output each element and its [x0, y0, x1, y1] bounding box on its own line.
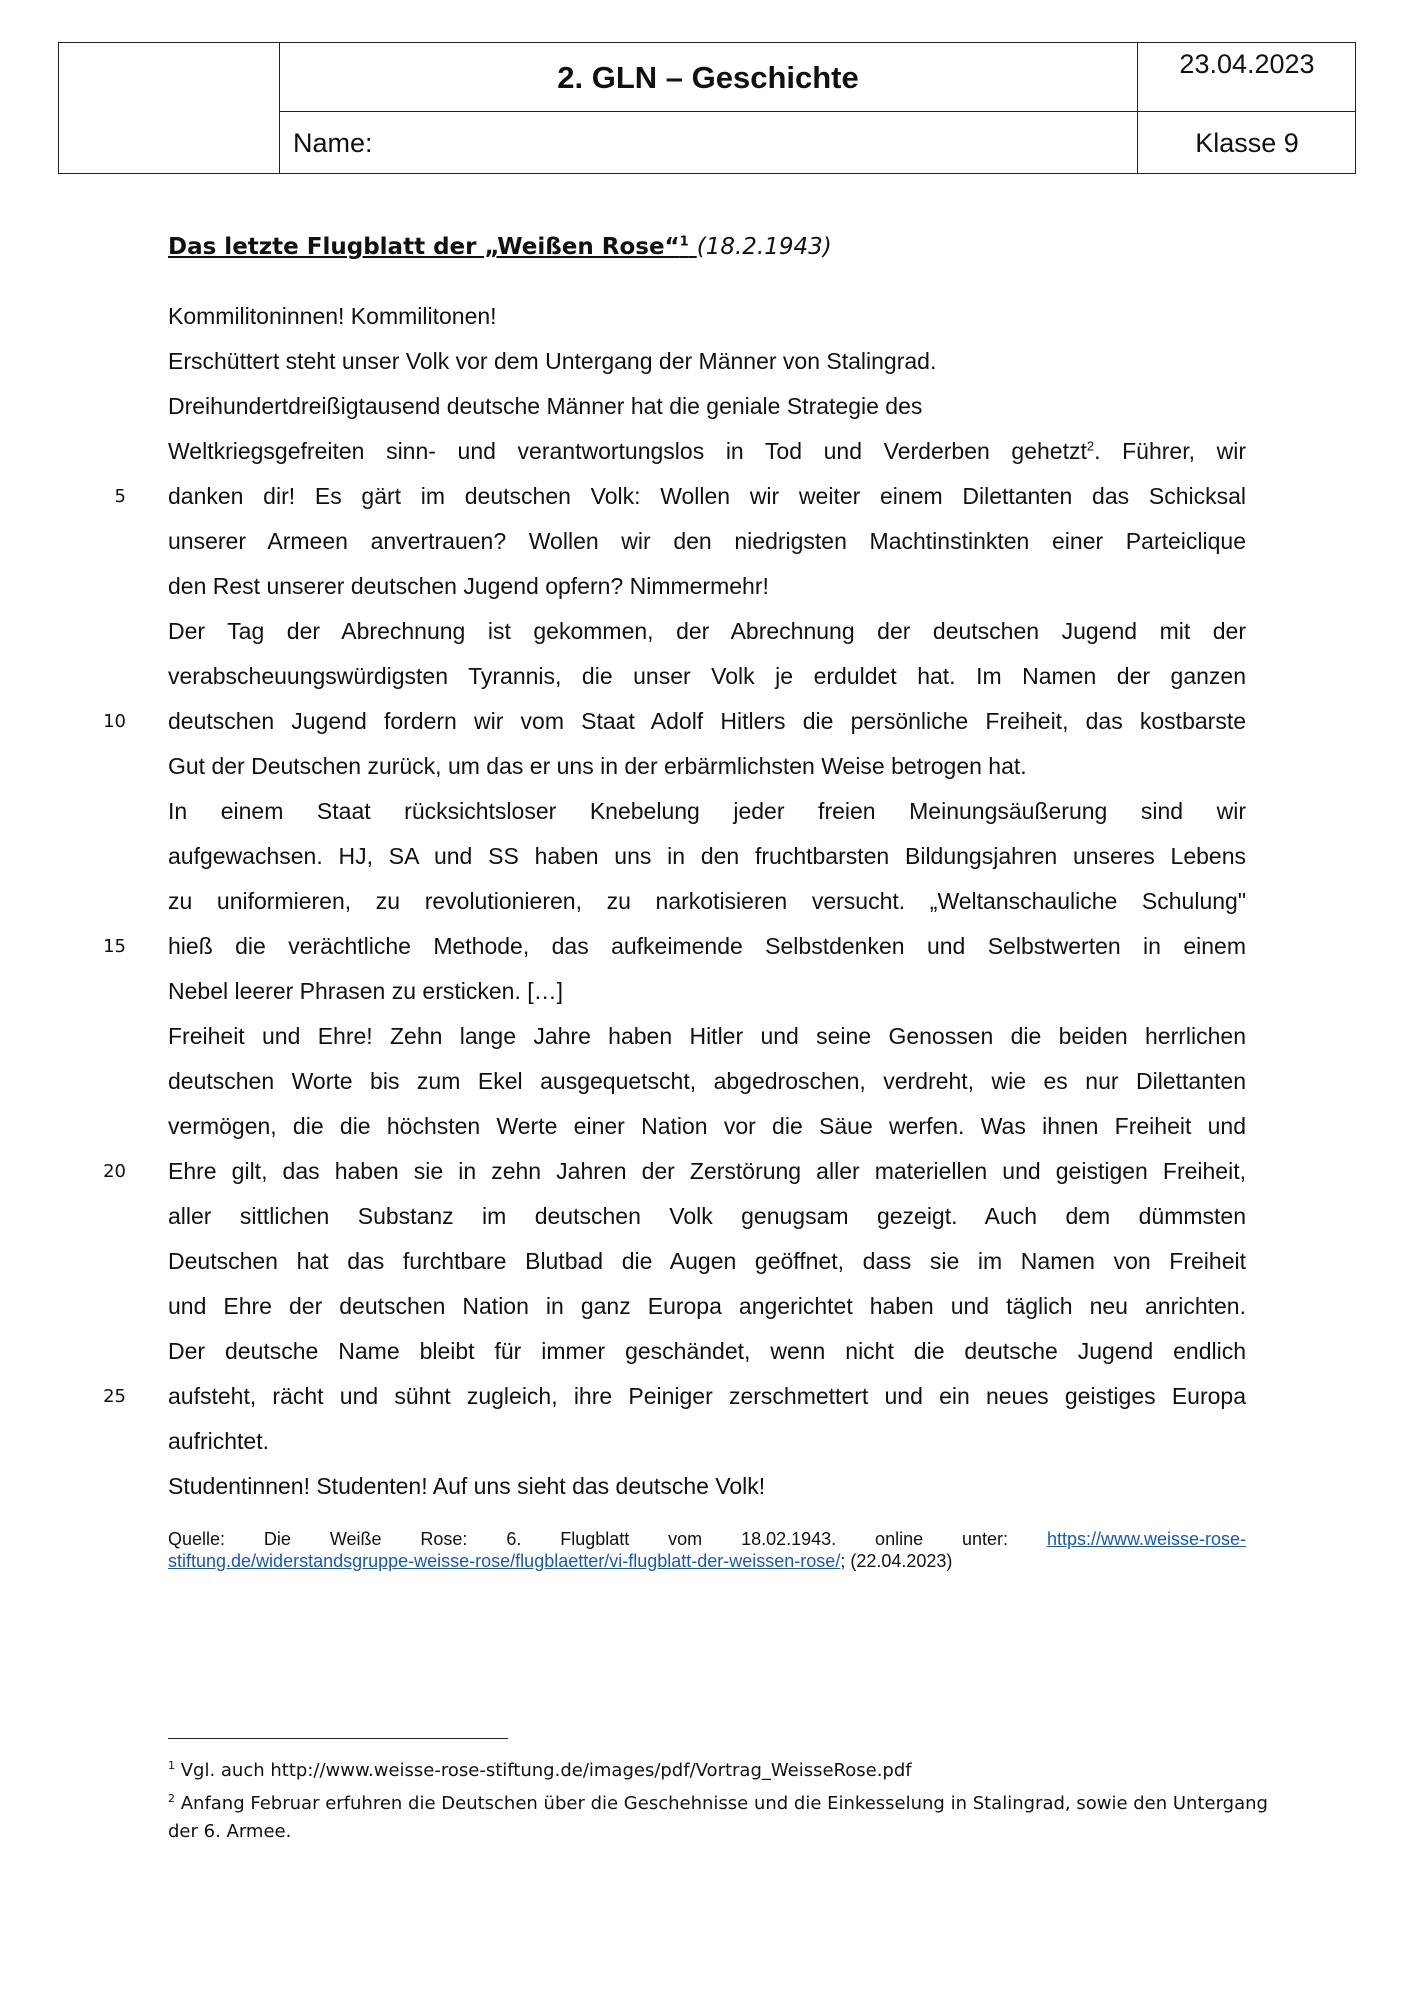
text-line: danken dir! Es gärt im deutschen Volk: Wollen wir weiter einem Dilettanten das Schicksal [168, 483, 1246, 509]
text-line: Deutschen hat das furchtbare Blutbad die Augen geöffnet, dass sie im Namen von Freiheit [168, 1248, 1246, 1274]
line-number: 25 [103, 1386, 126, 1407]
line-number: 5 [114, 486, 126, 507]
leaflet-text [168, 294, 1246, 1509]
date-field: 23.04.2023 [1179, 48, 1315, 79]
text-line: und Ehre der deutschen Nation in ganz Europa angerichtet haben und täglich neu anrichten. [168, 1293, 1246, 1319]
text-line: Der deutsche Name bleibt für immer geschändet, wenn nicht die deutsche Jugend endlich [168, 1338, 1246, 1364]
text-line: hieß die verächtliche Methode, das aufkeimende Selbstdenken und Selbstwerten in einem [168, 933, 1246, 959]
document-heading [168, 234, 832, 260]
source-link[interactable]: https://www.weisse-rose- [1046, 1529, 1246, 1549]
text-line: In einem Staat rücksichtsloser Knebelung jeder freien Meinungsäußerung sind wir [168, 798, 1246, 824]
source-prefix: Quelle: Die Weiße Rose: 6. Flugblatt vom 18.02.1943. online unter: [168, 1529, 1009, 1549]
text-line: Studentinnen! Studenten! Auf uns sieht das deutsche Volk! [168, 1473, 766, 1499]
text-line: Freiheit und Ehre! Zehn lange Jahre haben Hitler und seine Genossen die beiden herrlichen [168, 1023, 1246, 1049]
text-line: aufsteht, rächt und sühnt zugleich, ihre Peiniger zerschmettert und ein neues geistiges Europa [168, 1383, 1246, 1409]
text-line: vermögen, die die höchsten Werte einer Nation vor die Säue werfen. Was ihnen Freiheit und [168, 1113, 1246, 1139]
text-line: aufrichtet. [168, 1428, 269, 1454]
text-line: den Rest unserer deutschen Jugend opfern? Nimmermehr! [168, 573, 769, 599]
text-line: Erschüttert steht unser Volk vor dem Untergang der Männer von Stalingrad. [168, 348, 937, 374]
footnote-separator [168, 1738, 508, 1739]
text-line: Kommilitoninnen! Kommilitonen! [168, 303, 497, 329]
footnotes [168, 1752, 1298, 1846]
text-line: deutschen Jugend fordern wir vom Staat Adolf Hitlers die persönliche Freiheit, das kostbarste [168, 708, 1246, 734]
heading-date: (18.2.1943) [696, 234, 832, 260]
source-link[interactable]: stiftung.de/widerstandsgruppe-weisse-rose/flugblaetter/vi-flugblatt-der-weissen-rose/ [168, 1551, 841, 1571]
line-number: 10 [103, 711, 126, 732]
footnote-1: $^1$ Vgl. auch http://www.weisse-rose-stiftung.de/images/pdf/Vortrag_WeisseRose.pdf [168, 1759, 912, 1781]
source-date: ; (22.04.2023) [840, 1551, 953, 1571]
line-number: 20 [103, 1161, 126, 1182]
header-table [58, 42, 1356, 174]
text-line: Weltkriegsgefreiten sinn- und verantwortungslos in Tod und Verderben gehetzt$^2$. Führer, wir [168, 438, 1246, 464]
source-citation [168, 1528, 1246, 1572]
text-line: Der Tag der Abrechnung ist gekommen, der Abrechnung der deutschen Jugend mit der [168, 618, 1246, 644]
text-line: zu uniformieren, zu revolutionieren, zu narkotisieren versucht. „Weltanschauliche Schulung" [168, 888, 1246, 914]
text-line: Gut der Deutschen zurück, um das er uns in der erbärmlichsten Weise betrogen hat. [168, 753, 1027, 779]
subject-title: 2. GLN – Geschichte [557, 60, 859, 95]
text-line: Nebel leerer Phrasen zu ersticken. […] [168, 978, 564, 1004]
text-line: Dreihundertdreißigtausend deutsche Männer hat die geniale Strategie des [168, 393, 923, 419]
footnote-ref-1: 1 [679, 234, 689, 250]
footnote-ref-2: 2 [1086, 438, 1095, 454]
footnote-2: $^2$ Anfang Februar erfuhren die Deutschen über die Geschehnisse und die Einkesselung in Stalingrad, sowie den Untergang der 6. Armee. [168, 1792, 1268, 1842]
text-line: aller sittlichen Substanz im deutschen Volk genugsam gezeigt. Auch dem dümmsten [168, 1203, 1246, 1229]
text-line: deutschen Worte bis zum Ekel ausgequetscht, abgedroschen, verdreht, wie es nur Dilettanten [168, 1068, 1246, 1094]
text-line: unserer Armeen anvertrauen? Wollen wir den niedrigsten Machtinstinkten einer Parteiclique [168, 528, 1246, 554]
header-divider [279, 111, 1355, 112]
name-label: Name: [293, 127, 373, 158]
line-number: 15 [103, 936, 126, 957]
text-line: Ehre gilt, das haben sie in zehn Jahren der Zerstörung aller materiellen und geistigen Freiheit, [168, 1158, 1246, 1184]
text-line: verabscheuungswürdigsten Tyrannis, die unser Volk je erduldet hat. Im Namen der ganzen [168, 663, 1246, 689]
text-line: aufgewachsen. HJ, SA und SS haben uns in den fruchtbarsten Bildungsjahren unseres Lebens [168, 843, 1246, 869]
heading-title: Das letzte Flugblatt der „Weißen Rose“$^1$ [168, 234, 689, 260]
class-label: Klasse 9 [1195, 127, 1299, 158]
